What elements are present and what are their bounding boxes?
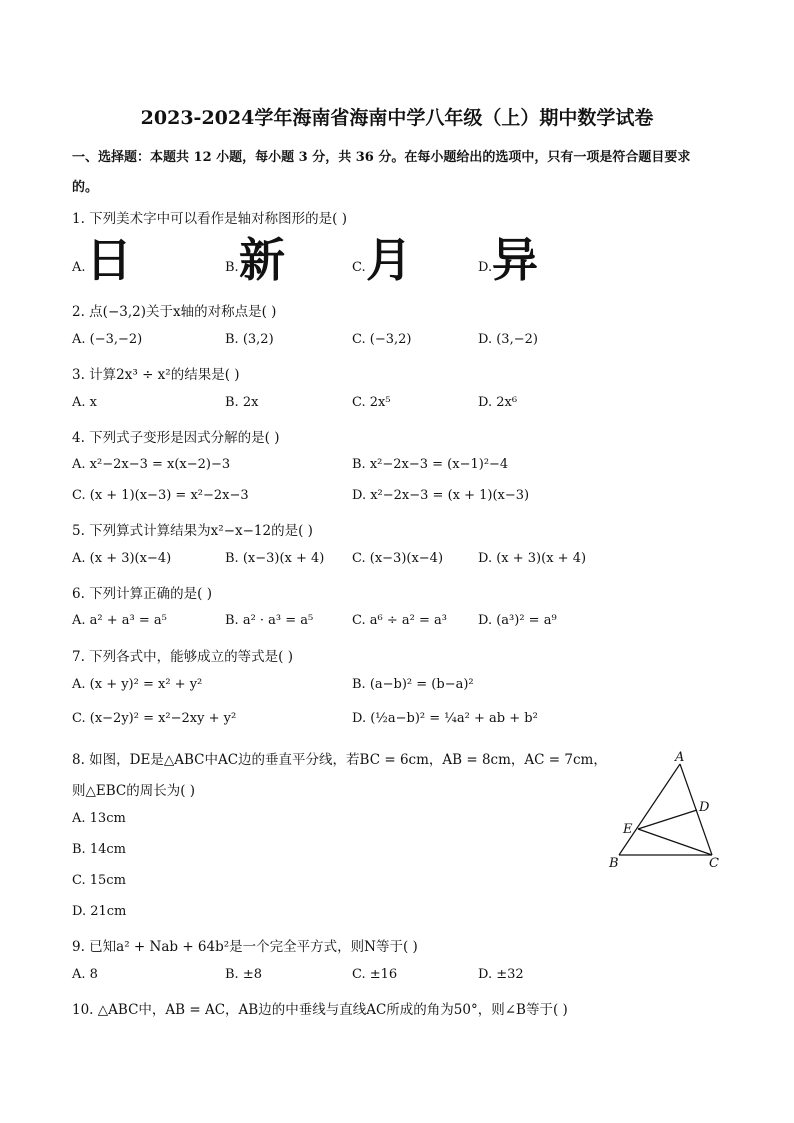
side-ab bbox=[619, 764, 680, 855]
q9-option-a: A. 8 bbox=[72, 967, 98, 982]
question-1-stem: 1. 下列美术字中可以看作是轴对称图形的是( ) bbox=[72, 211, 347, 227]
question-8-stem: 8. 如图，DE是△ABC中AC边的垂直平分线，若BC = 6cm，AB = 8cm，AC = 7cm， bbox=[72, 752, 607, 768]
q1-option-a-char: 日 bbox=[86, 233, 132, 287]
label-d: D bbox=[699, 800, 710, 815]
page-title: 2023-2024学年海南省海南中学八年级（上）期中数学试卷 bbox=[140, 107, 654, 129]
label-e: E bbox=[623, 822, 633, 837]
q6-option-a: A. a² + a³ = a⁵ bbox=[72, 613, 167, 628]
q1-option-d-char: 异 bbox=[492, 233, 538, 287]
q5-option-a: A. (x + 3)(x−4) bbox=[72, 551, 172, 566]
label-a: A bbox=[675, 750, 685, 765]
question-4-stem: 4. 下列式子变形是因式分解的是( ) bbox=[72, 430, 280, 446]
q1-option-b bbox=[225, 233, 285, 287]
section-heading-line2: 的。 bbox=[72, 180, 99, 195]
question-7-stem: 7. 下列各式中，能够成立的等式是( ) bbox=[72, 649, 293, 665]
segment-ec bbox=[638, 829, 712, 855]
q7-option-a: A. (x + y)² = x² + y² bbox=[72, 677, 203, 692]
q2-option-b: B. (3,2) bbox=[225, 332, 274, 347]
q1-option-c-char: 月 bbox=[366, 233, 412, 287]
q1-option-d bbox=[478, 233, 538, 287]
q8-option-a: A. 13cm bbox=[72, 811, 126, 826]
q4-option-a: A. x²−2x−3 = x(x−2)−3 bbox=[72, 457, 231, 472]
q7-option-b: B. (a−b)² = (b−a)² bbox=[352, 677, 474, 692]
q6-option-d: D. (a³)² = a⁹ bbox=[478, 613, 557, 628]
q1-option-b-label: B. bbox=[225, 260, 239, 275]
question-1-options bbox=[72, 233, 592, 287]
q4-option-b: B. x²−2x−3 = (x−1)²−4 bbox=[352, 457, 509, 472]
q5-option-b: B. (x−3)(x + 4) bbox=[225, 551, 325, 566]
question-6-stem: 6. 下列计算正确的是( ) bbox=[72, 586, 212, 602]
q3-option-b: B. 2x bbox=[225, 395, 259, 410]
section-heading bbox=[72, 143, 732, 203]
q4-option-c: C. (x + 1)(x−3) = x²−2x−3 bbox=[72, 488, 249, 503]
label-b: B bbox=[609, 856, 619, 871]
q9-option-c: C. ±16 bbox=[352, 967, 398, 982]
q1-option-a bbox=[72, 233, 132, 287]
q9-option-d: D. ±32 bbox=[478, 967, 524, 982]
q5-option-c: C. (x−3)(x−4) bbox=[352, 551, 444, 566]
question-3-stem: 3. 计算2x³ ÷ x²的结果是( ) bbox=[72, 367, 240, 383]
q8-option-c: C. 15cm bbox=[72, 873, 126, 888]
q8-option-d: D. 21cm bbox=[72, 904, 127, 919]
q7-option-c: C. (x−2y)² = x²−2xy + y² bbox=[72, 711, 237, 726]
q3-option-d: D. 2x⁶ bbox=[478, 395, 518, 410]
q1-option-c bbox=[352, 233, 412, 287]
q1-option-d-label: D. bbox=[478, 260, 493, 275]
section-heading-line1: 一、选择题：本题共 12 小题，每小题 3 分，共 36 分。在每小题给出的选项中，只有一项是符合题目要求 bbox=[72, 150, 691, 165]
q3-option-a: A. x bbox=[72, 395, 97, 410]
q6-option-c: C. a⁶ ÷ a² = a³ bbox=[352, 613, 447, 628]
q2-option-d: D. (3,−2) bbox=[478, 332, 538, 347]
q2-option-c: C. (−3,2) bbox=[352, 332, 412, 347]
q4-option-d: D. x²−2x−3 = (x + 1)(x−3) bbox=[352, 488, 530, 503]
q1-option-c-label: C. bbox=[352, 260, 366, 275]
q9-option-b: B. ±8 bbox=[225, 967, 262, 982]
question-5-stem: 5. 下列算式计算结果为x²−x−12的是( ) bbox=[72, 523, 313, 539]
triangle-figure bbox=[600, 745, 730, 875]
q7-option-d: D. (½a−b)² = ¼a² + ab + b² bbox=[352, 711, 538, 726]
question-10-stem: 10. △ABC中，AB = AC，AB边的中垂线与直线AC所成的角为50°，则∠B等于( ) bbox=[72, 1002, 568, 1018]
q3-option-c: C. 2x⁵ bbox=[352, 395, 391, 410]
q5-option-d: D. (x + 3)(x + 4) bbox=[478, 551, 587, 566]
question-2-stem: 2. 点(−3,2)关于x轴的对称点是( ) bbox=[72, 304, 277, 320]
question-9-stem: 9. 已知a² + Nab + 64b²是一个完全平方式，则N等于( ) bbox=[72, 939, 418, 955]
q6-option-b: B. a² · a³ = a⁵ bbox=[225, 613, 314, 628]
q2-option-a: A. (−3,−2) bbox=[72, 332, 143, 347]
label-c: C bbox=[709, 856, 719, 871]
question-8-stem-cont: 则△EBC的周长为( ) bbox=[72, 783, 196, 799]
q1-option-a-label: A. bbox=[72, 260, 86, 275]
q1-option-b-char: 新 bbox=[239, 233, 285, 287]
q8-option-b: B. 14cm bbox=[72, 842, 126, 857]
